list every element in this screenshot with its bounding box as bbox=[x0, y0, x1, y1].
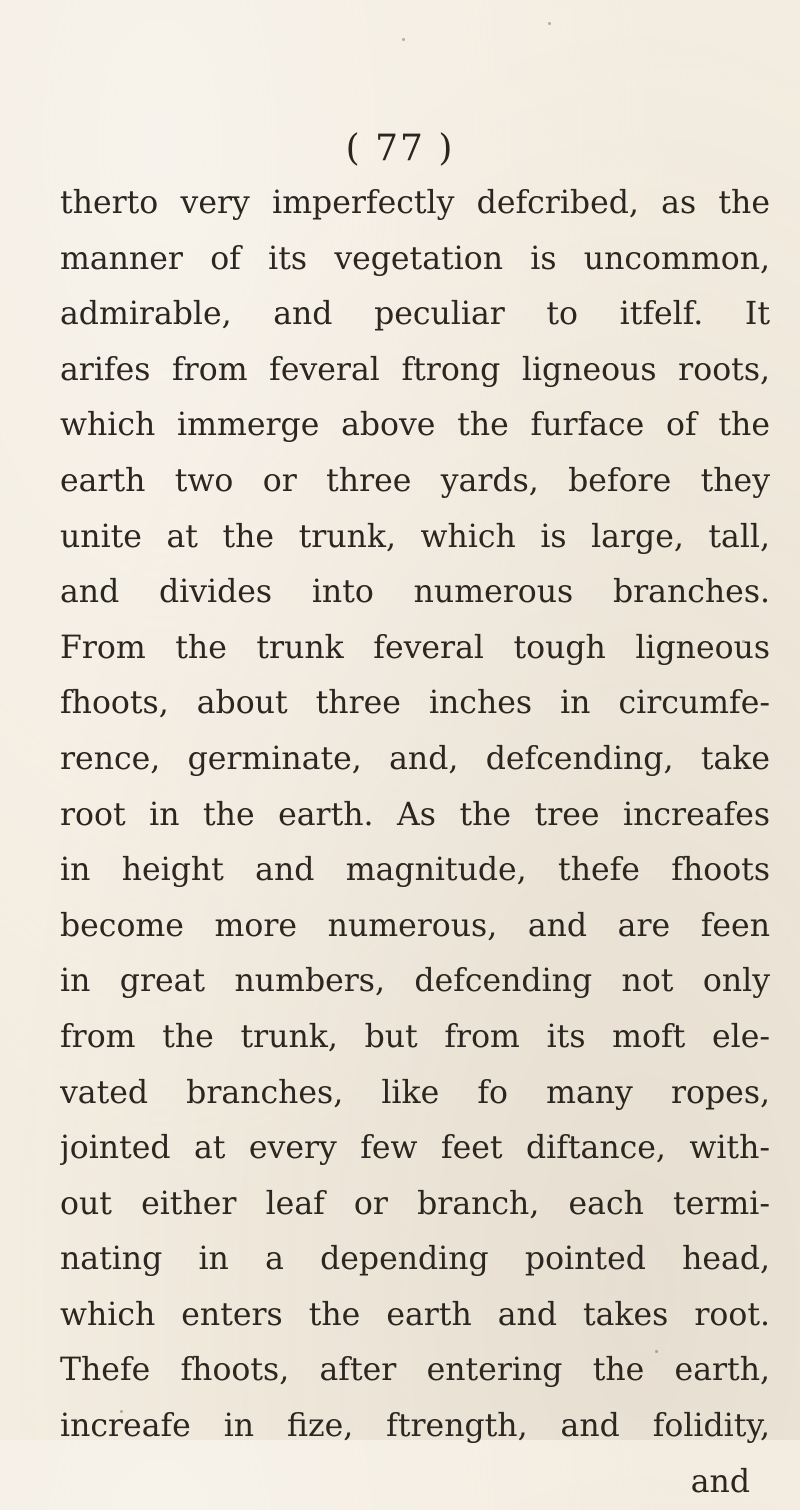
text-line: admirable, and peculiar to itfelf. It bbox=[60, 296, 770, 333]
paper-speck bbox=[742, 640, 745, 643]
paper-speck bbox=[120, 1410, 123, 1413]
text-line: become more numerous, and are feen bbox=[60, 907, 770, 944]
text-line: and divides into numerous branches. bbox=[60, 574, 770, 611]
text-line: rence, germinate, and, defcending, take bbox=[60, 740, 770, 777]
text-line: nating in a depending pointed head, bbox=[60, 1241, 770, 1278]
body-text bbox=[60, 176, 770, 1510]
paper-speck bbox=[655, 1350, 658, 1353]
text-line: root in the earth. As the tree increafes bbox=[60, 796, 770, 833]
text-line: from the trunk, but from its moft ele- bbox=[60, 1018, 770, 1055]
text-line: arifes from feveral ftrong ligneous roots, bbox=[60, 351, 770, 388]
text-line: fhoots, about three inches in circumfe- bbox=[60, 685, 770, 722]
text-line: therto very imperfectly defcribed, as the bbox=[60, 185, 770, 221]
text-line: in height and magnitude, thefe fhoots bbox=[60, 852, 770, 889]
text-line: manner of its vegetation is uncommon, bbox=[60, 240, 770, 277]
paper-speck bbox=[402, 38, 405, 41]
text-line: which immerge above the furface of the bbox=[60, 407, 770, 444]
page-number: ( 77 ) bbox=[345, 128, 455, 169]
text-line: earth two or three yards, before they bbox=[60, 462, 770, 499]
text-line: From the trunk feveral tough ligneous bbox=[60, 629, 770, 666]
paper-speck bbox=[548, 22, 551, 25]
text-line: increafe in fize, ftrength, and folidity, bbox=[60, 1408, 770, 1445]
text-line: vated branches, like fo many ropes, bbox=[60, 1074, 770, 1111]
text-line: unite at the trunk, which is large, tall, bbox=[60, 518, 770, 555]
text-line: in great numbers, defcending not only bbox=[60, 963, 770, 1000]
text-line: which enters the earth and takes root. bbox=[60, 1296, 770, 1333]
text-line: jointed at every few feet diftance, with- bbox=[60, 1130, 770, 1167]
text-line: out either leaf or branch, each termi- bbox=[60, 1185, 770, 1222]
text-line: Thefe fhoots, after entering the earth, bbox=[60, 1352, 770, 1389]
catchword: and bbox=[690, 1463, 750, 1500]
